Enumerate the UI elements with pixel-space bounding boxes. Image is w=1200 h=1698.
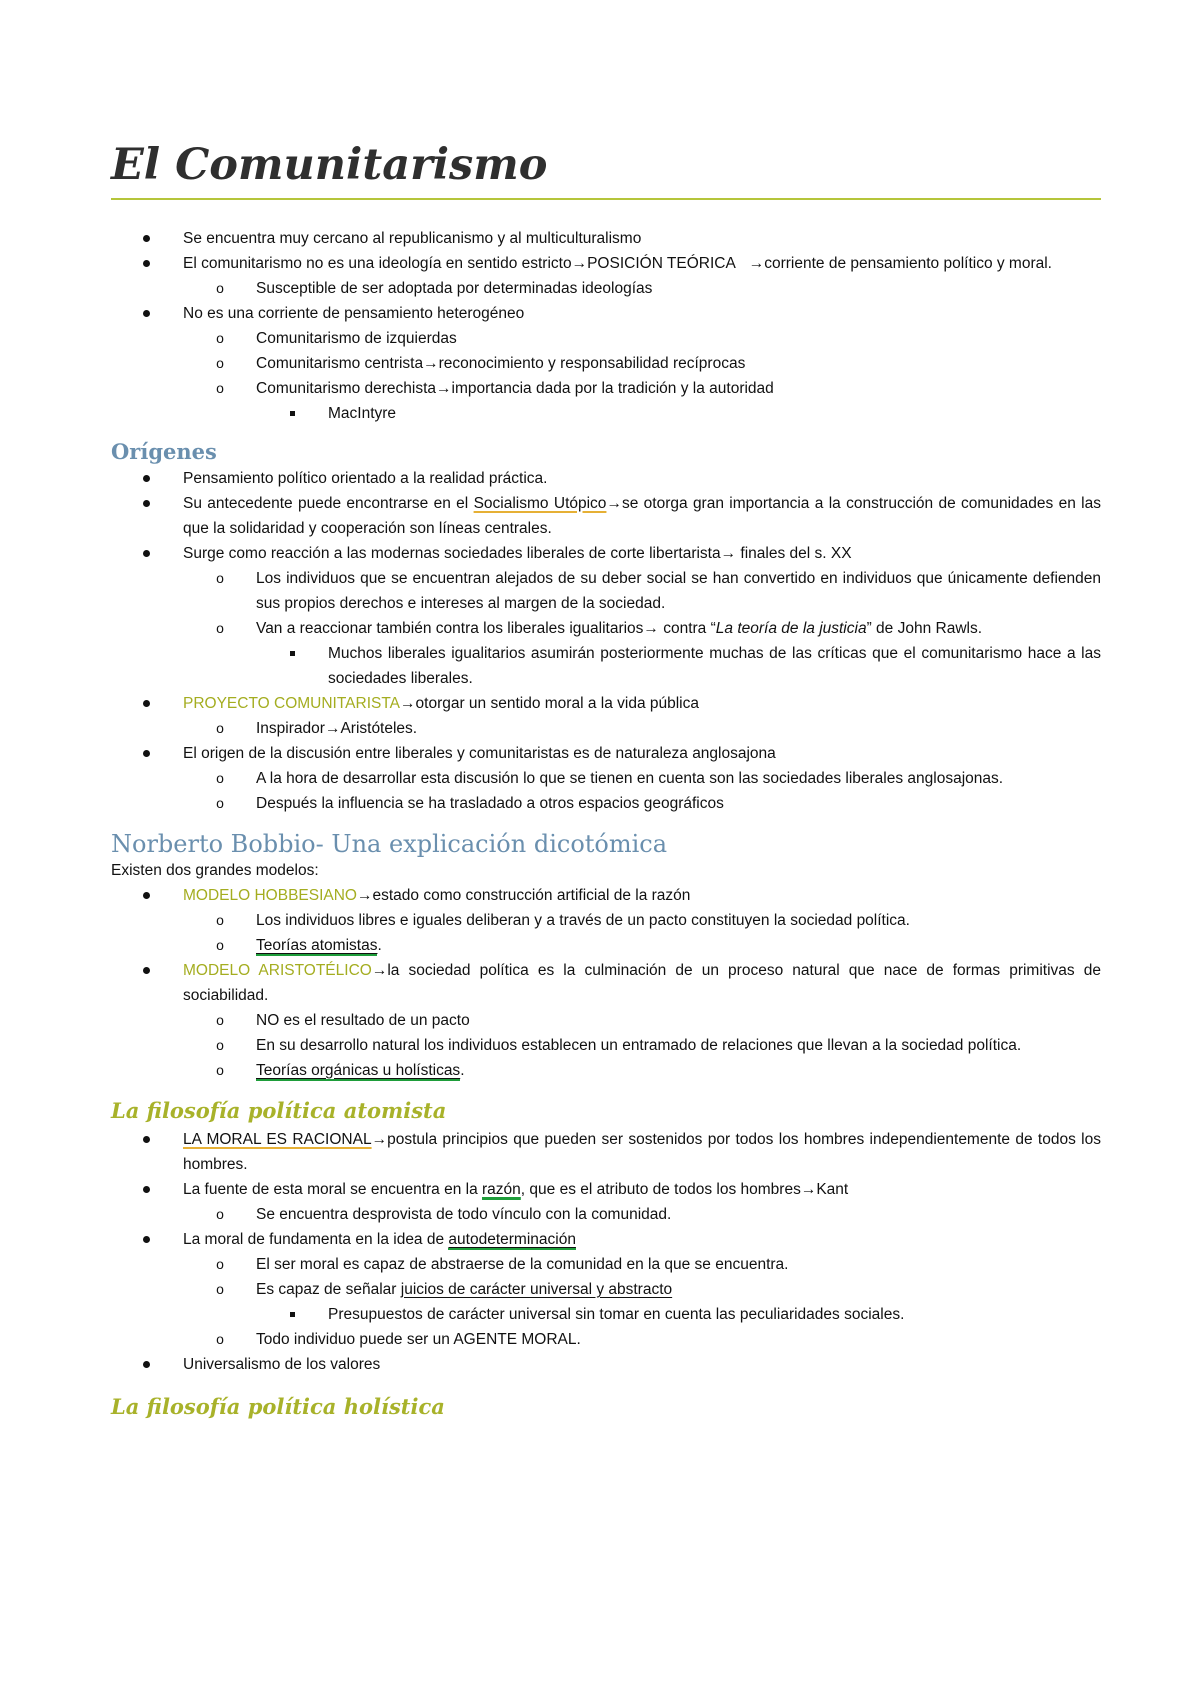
circle-bullet-icon: o — [216, 1205, 224, 1222]
circle-bullet-icon: o — [216, 354, 224, 371]
list-text: En su desarrollo natural los individuos establecen un entramado de relaciones que llevan a la sociedad política. — [256, 1036, 1022, 1054]
circle-bullet-icon: o — [216, 1330, 224, 1347]
list-text: Kant — [816, 1180, 849, 1198]
list-text: Se encuentra desprovista de todo vínculo con la comunidad. — [256, 1205, 672, 1223]
bullet-icon — [138, 883, 154, 908]
list-text: Susceptible de ser adoptada por determinadas ideologías — [256, 279, 653, 297]
bullet-icon — [138, 226, 154, 251]
list-text: Comunitarismo derechista — [256, 379, 437, 397]
list-text: POSICIÓN TEÓRICA — [587, 254, 736, 272]
bullet-icon — [138, 541, 154, 566]
list-item — [111, 908, 1101, 933]
list-text: corriente de pensamiento político y moral. — [764, 254, 1052, 272]
list-text: ” de John Rawls. — [866, 619, 983, 637]
heading-holistica: La filosofía política holística — [111, 1393, 445, 1419]
list-item — [111, 741, 1101, 766]
list-text: Después la influencia se ha trasladado a otros espacios geográficos — [256, 794, 724, 812]
list-item: o Teorías orgánicas u holísticas. — [111, 1058, 1101, 1083]
list-item — [111, 1202, 1101, 1227]
bullet-icon — [138, 958, 154, 983]
circle-bullet-icon: o — [216, 794, 224, 811]
bullet-icon — [138, 1177, 154, 1202]
highlight-text: razón — [482, 1180, 521, 1198]
highlight-text: autodeterminación — [448, 1230, 576, 1248]
list-item — [111, 1277, 1101, 1302]
list-text: Se encuentra muy cercano al republicanismo y al multiculturalismo — [183, 229, 642, 247]
list-item — [111, 491, 1101, 541]
list-item — [111, 566, 1101, 616]
bullet-icon — [138, 1227, 154, 1252]
list-text: El origen de la discusión entre liberales y comunitaristas es de naturaleza anglosajona — [183, 744, 776, 762]
bullet-icon — [138, 1352, 154, 1377]
list-text: importancia dada por la tradición y la autoridad — [451, 379, 774, 397]
highlight-text: LA MORAL ES RACIONAL — [183, 1130, 372, 1148]
bobbio-intro: Existen dos grandes modelos: — [111, 861, 319, 879]
square-bullet-icon — [284, 401, 300, 426]
list-text: Universalismo de los valores — [183, 1355, 381, 1373]
list-text: La moral de fundamenta en la idea de — [183, 1230, 449, 1248]
list-text: Los individuos libres e iguales deliberan y a través de un pacto constituyen la sociedad política. — [256, 911, 910, 929]
list-text: , que es el atributo de todos los hombres — [520, 1180, 801, 1198]
circle-bullet-icon: o — [216, 1011, 224, 1028]
list-item — [111, 541, 1101, 566]
square-bullet-icon — [284, 641, 300, 666]
bobbio-list — [111, 883, 1101, 1083]
list-item: o Teorías atomistas. — [111, 933, 1101, 958]
list-item — [111, 958, 1101, 1008]
document-text — [111, 226, 1101, 1421]
arrow-icon: → — [436, 379, 452, 397]
arrow-icon: → — [571, 254, 588, 272]
list-text: Comunitarismo de izquierdas — [256, 329, 457, 347]
list-text: El ser moral es capaz de abstraerse de la comunidad en la que se encuentra. — [256, 1255, 789, 1273]
list-text: Van a reaccionar también contra los liberales igualitarios — [256, 619, 644, 637]
list-text: contra “ — [658, 619, 716, 637]
list-item — [111, 1033, 1101, 1058]
list-item — [111, 301, 1101, 326]
list-item — [111, 226, 1101, 251]
list-item — [111, 326, 1101, 351]
list-item — [111, 466, 1101, 491]
list-item — [111, 1327, 1101, 1352]
highlight-text: MODELO HOBBESIANO — [183, 886, 357, 904]
circle-bullet-icon: o — [216, 1061, 224, 1078]
list-text: Surge como reacción a las modernas sociedades liberales de corte libertarista — [183, 544, 721, 562]
highlight-text: juicios de carácter universal y abstracto — [400, 1280, 673, 1298]
circle-bullet-icon: o — [216, 619, 224, 636]
list-item — [111, 616, 1101, 641]
intro-list — [111, 226, 1101, 426]
arrow-icon: → — [748, 254, 765, 272]
bullet-icon — [138, 741, 154, 766]
arrow-icon: → — [356, 886, 373, 904]
highlight-text: PROYECTO COMUNITARISTA — [183, 694, 401, 712]
arrow-icon: → — [643, 619, 659, 637]
list-text: La fuente de esta moral se encuentra en la — [183, 1180, 483, 1198]
arrow-icon: → — [720, 544, 737, 562]
highlight-text: Socialismo Utópico — [473, 494, 607, 512]
circle-bullet-icon: o — [216, 1255, 224, 1272]
list-text: Su antecedente puede encontrarse en el — [183, 494, 474, 512]
list-item — [111, 351, 1101, 376]
list-text: Muchos liberales igualitarios asumirán posteriormente muchas de las críticas que el comunitarismo hace a las sociedades liberales. — [328, 644, 1101, 687]
list-text: Comunitarismo centrista — [256, 354, 424, 372]
bullet-icon — [138, 301, 154, 326]
list-item — [111, 251, 1101, 276]
list-text: Todo individuo puede ser un AGENTE MORAL. — [256, 1330, 581, 1348]
highlight-text: Teorías orgánicas u holísticas — [256, 1061, 461, 1079]
list-text: Es capaz de señalar — [256, 1280, 401, 1298]
circle-bullet-icon: o — [216, 936, 224, 953]
list-item — [111, 1127, 1101, 1177]
document-body — [111, 140, 1101, 1423]
bullet-icon — [138, 466, 154, 491]
circle-bullet-icon: o — [216, 1280, 224, 1297]
circle-bullet-icon: o — [216, 911, 224, 928]
list-text: finales del s. XX — [736, 544, 852, 562]
list-item — [111, 401, 1101, 426]
circle-bullet-icon: o — [216, 379, 224, 396]
list-item — [111, 883, 1101, 908]
circle-bullet-icon: o — [216, 569, 224, 586]
heading-origenes: Orígenes — [111, 438, 217, 464]
arrow-icon: → — [400, 694, 416, 712]
list-text: Los individuos que se encuentran alejados de su deber social se han convertido en individuos que únicamente defienden sus propios derechos e intereses al margen de la sociedad. — [256, 569, 1101, 612]
list-text: Presupuestos de carácter universal sin tomar en cuenta las peculiaridades sociales. — [328, 1305, 905, 1323]
bullet-icon — [138, 491, 154, 516]
arrow-icon: → — [606, 494, 622, 512]
list-text: El comunitarismo no es una ideología en sentido estricto — [183, 254, 572, 272]
square-bullet-icon — [284, 1302, 300, 1327]
circle-bullet-icon: o — [216, 279, 224, 296]
list-text: otorgar un sentido moral a la vida pública — [415, 694, 699, 712]
list-item — [111, 1352, 1101, 1377]
arrow-icon: → — [324, 719, 341, 737]
arrow-icon: → — [423, 354, 439, 372]
list-text: Aristóteles. — [340, 719, 418, 737]
list-item — [111, 1252, 1101, 1277]
list-text: A la hora de desarrollar esta discusión lo que se tienen en cuenta son las sociedades liberales anglosajonas. — [256, 769, 1004, 787]
origenes-list — [111, 466, 1101, 816]
circle-bullet-icon: o — [216, 329, 224, 346]
list-text: Inspirador — [256, 719, 325, 737]
list-item — [111, 376, 1101, 401]
heading-atomista: La filosofía política atomista — [111, 1097, 447, 1123]
circle-bullet-icon: o — [216, 719, 224, 736]
book-title: La teoría de la justicia — [715, 619, 867, 637]
list-item — [111, 276, 1101, 301]
heading-bobbio: Norberto Bobbio- Una explicación dicotómica — [111, 829, 668, 858]
list-text: No es una corriente de pensamiento heterogéneo — [183, 304, 525, 322]
highlight-text: Teorías atomistas — [256, 936, 378, 954]
list-text: estado como construcción artificial de la razón — [372, 886, 691, 904]
list-text: la sociedad política es la culminación de un proceso natural que nace de formas primitivas de sociabilidad. — [183, 961, 1101, 1004]
list-text: postula principios que pueden ser sostenidos por todos los hombres independientemente de todos los hombres. — [183, 1130, 1101, 1173]
list-item — [111, 691, 1101, 716]
arrow-icon: → — [371, 1130, 388, 1148]
list-item — [111, 641, 1101, 691]
list-item — [111, 1227, 1101, 1252]
bullet-icon — [138, 251, 154, 276]
list-text: MacIntyre — [328, 404, 397, 422]
list-item — [111, 1008, 1101, 1033]
bullet-icon — [138, 691, 154, 716]
atomista-list — [111, 1127, 1101, 1377]
list-text: Pensamiento político orientado a la realidad práctica. — [183, 469, 548, 487]
list-text: NO es el resultado de un pacto — [256, 1011, 470, 1029]
list-text: reconocimiento y responsabilidad recíprocas — [438, 354, 746, 372]
list-text: se otorga gran importancia a la construcción de comunidades en las que la solidaridad y cooperación son líneas centrales. — [183, 494, 1101, 537]
list-item — [111, 766, 1101, 791]
arrow-icon: → — [371, 961, 388, 979]
list-item — [111, 1177, 1101, 1202]
list-item — [111, 716, 1101, 741]
arrow-icon: → — [800, 1180, 817, 1198]
document-title: El Comunitarismo — [111, 140, 1101, 200]
bullet-icon — [138, 1127, 154, 1152]
list-item — [111, 791, 1101, 816]
list-item — [111, 1302, 1101, 1327]
circle-bullet-icon: o — [216, 769, 224, 786]
highlight-text: MODELO ARISTOTÉLICO — [183, 961, 372, 979]
circle-bullet-icon: o — [216, 1036, 224, 1053]
